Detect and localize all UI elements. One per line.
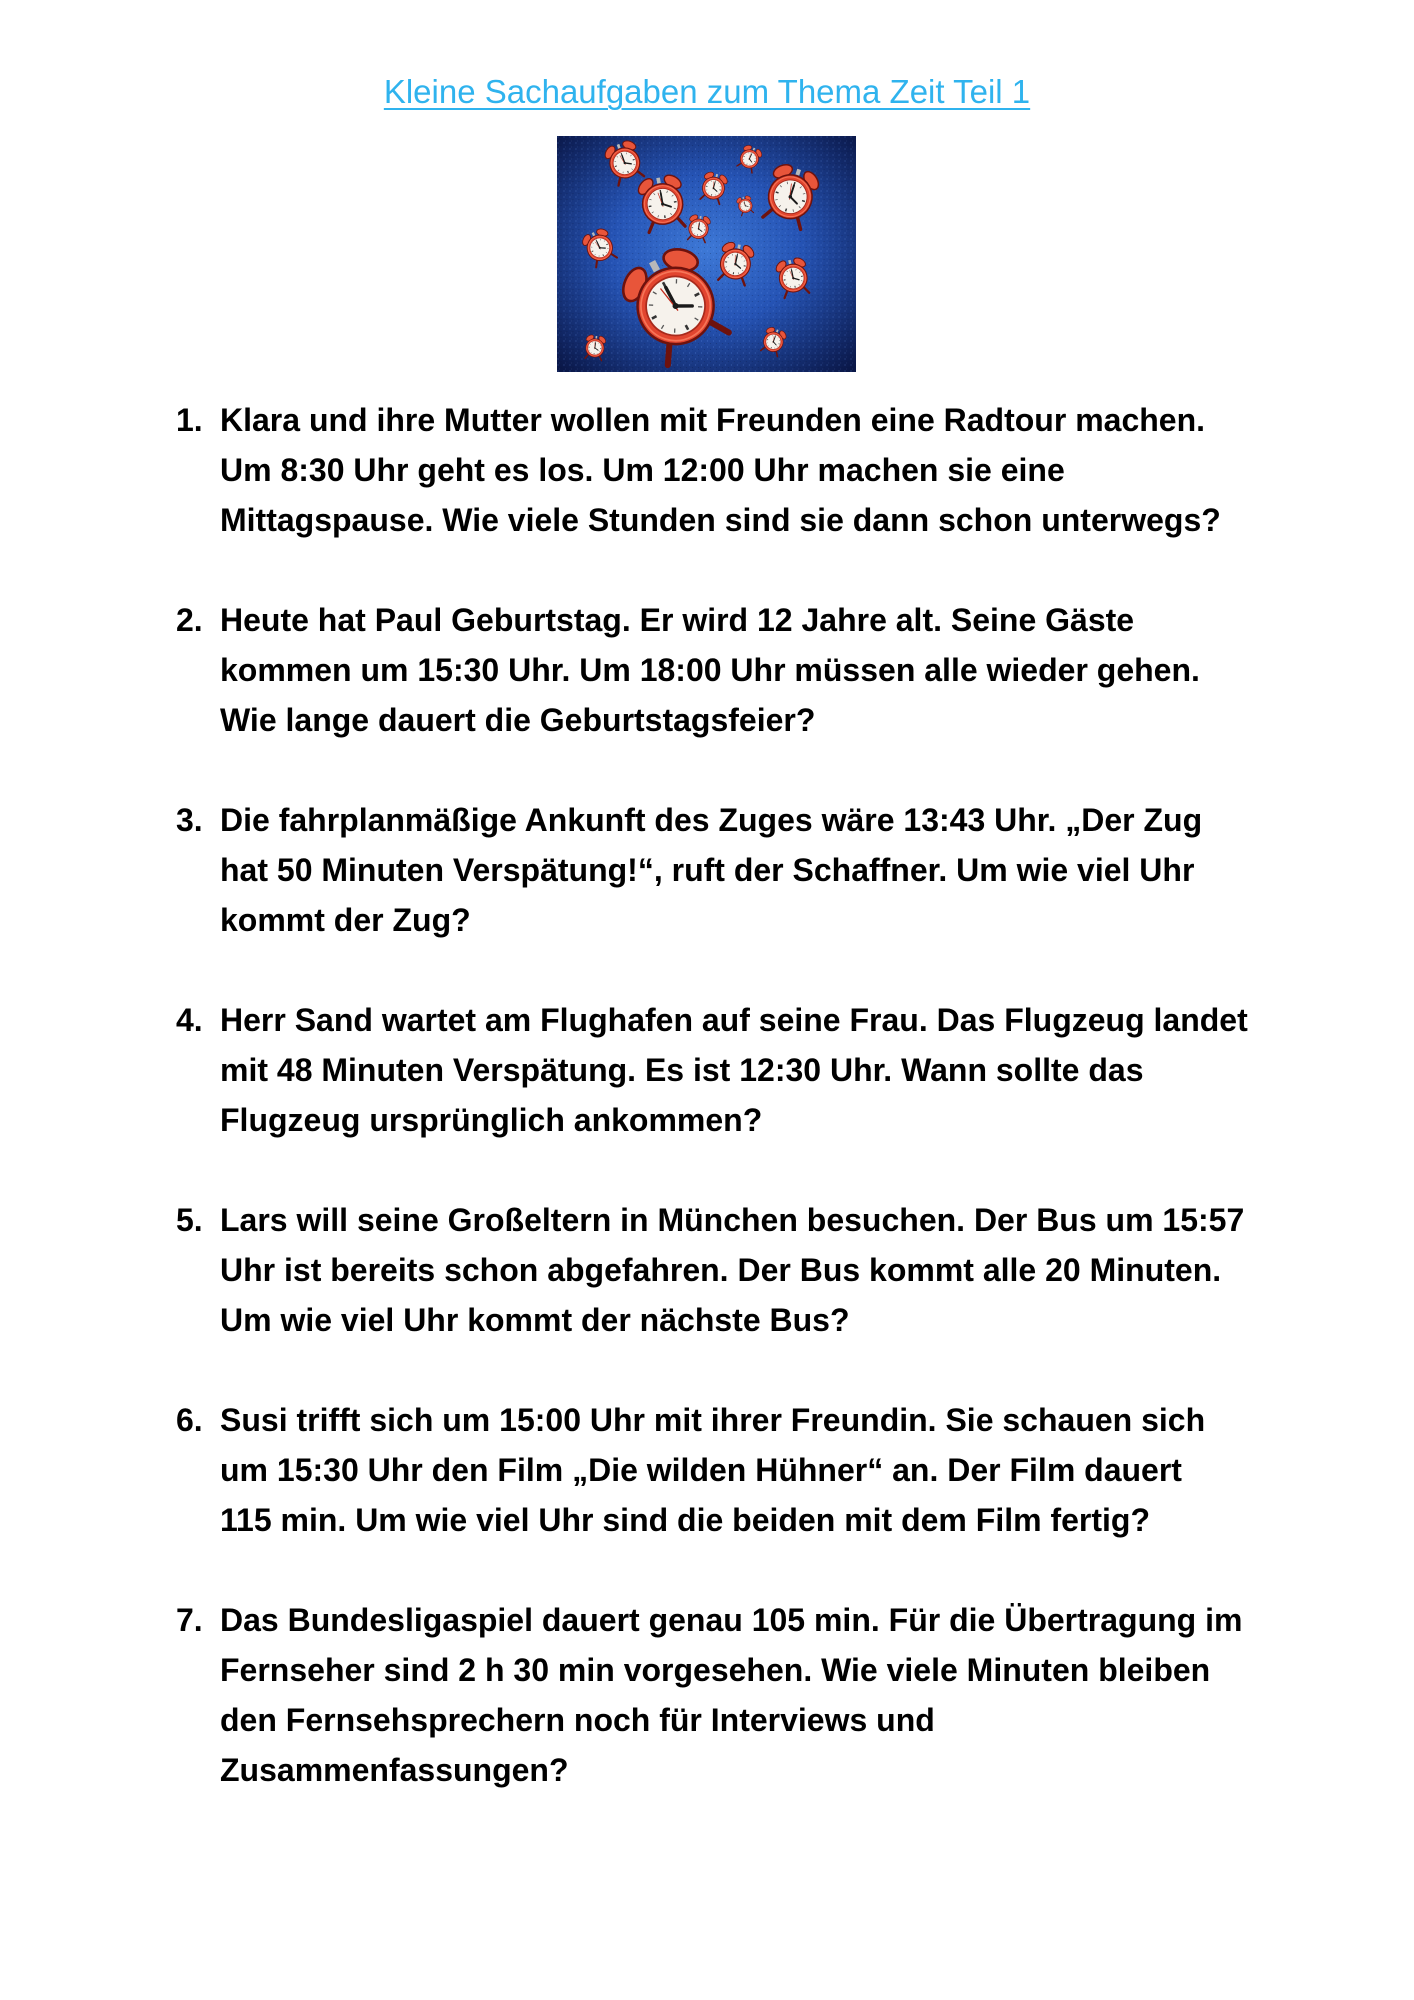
task-text-line: kommt der Zug?	[220, 902, 471, 938]
task-text-line: Lars will seine Großeltern in München besuchen. Der Bus um 15:57	[220, 1202, 1245, 1238]
task-text	[220, 995, 1248, 1145]
task-text	[220, 1595, 1242, 1795]
task-number: 5.	[176, 1202, 203, 1238]
task-text-line: mit 48 Minuten Verspätung. Es ist 12:30 Uhr. Wann sollte das	[220, 1052, 1144, 1088]
task-text-line: Mittagspause. Wie viele Stunden sind sie dann schon unterwegs?	[220, 502, 1221, 538]
task-number: 3.	[176, 802, 203, 838]
task-text-line: um 15:30 Uhr den Film „Die wilden Hühner“ an. Der Film dauert	[220, 1452, 1182, 1488]
task-item	[176, 1395, 1376, 1545]
task-number: 7.	[176, 1602, 203, 1638]
task-text-line: 115 min. Um wie viel Uhr sind die beiden mit dem Film fertig?	[220, 1502, 1150, 1538]
task-number: 2.	[176, 602, 203, 638]
worksheet-title: Kleine Sachaufgaben zum Thema Zeit Teil 1	[383, 73, 1031, 110]
task-text-line: Zusammenfassungen?	[220, 1752, 569, 1788]
task-item	[176, 995, 1376, 1145]
task-text-line: Wie lange dauert die Geburtstagsfeier?	[220, 702, 816, 738]
task-text-line: den Fernsehsprechern noch für Interviews und	[220, 1702, 935, 1738]
task-list	[176, 395, 1376, 1845]
task-item	[176, 1195, 1376, 1345]
task-text-line: Fernseher sind 2 h 30 min vorgesehen. Wie viele Minuten bleiben	[220, 1652, 1211, 1688]
task-text-line: Uhr ist bereits schon abgefahren. Der Bus kommt alle 20 Minuten.	[220, 1252, 1222, 1288]
task-text	[220, 1395, 1205, 1545]
task-text	[220, 795, 1202, 945]
task-item	[176, 1595, 1376, 1795]
task-text-line: Die fahrplanmäßige Ankunft des Zuges wäre 13:43 Uhr. „Der Zug	[220, 802, 1203, 838]
task-text	[220, 595, 1200, 745]
task-text-line: hat 50 Minuten Verspätung!“, ruft der Schaffner. Um wie viel Uhr	[220, 852, 1195, 888]
task-text-line: Susi trifft sich um 15:00 Uhr mit ihrer Freundin. Sie schauen sich	[220, 1402, 1206, 1438]
task-text-line: Um 8:30 Uhr geht es los. Um 12:00 Uhr machen sie eine	[220, 452, 1065, 488]
task-number: 6.	[176, 1402, 203, 1438]
task-text-line: Heute hat Paul Geburtstag. Er wird 12 Jahre alt. Seine Gäste	[220, 602, 1135, 638]
task-text-line: Das Bundesligaspiel dauert genau 105 min. Für die Übertragung im	[220, 1602, 1243, 1638]
task-number: 1.	[176, 402, 203, 438]
task-item	[176, 595, 1376, 745]
task-number: 4.	[176, 1002, 203, 1038]
task-text-line: Flugzeug ursprünglich ankommen?	[220, 1102, 763, 1138]
alarm-clocks-illustration	[557, 136, 856, 372]
task-text	[220, 395, 1221, 545]
task-text-line: Um wie viel Uhr kommt der nächste Bus?	[220, 1302, 850, 1338]
alarm-clocks-picture	[557, 136, 856, 372]
task-text-line: Herr Sand wartet am Flughafen auf seine Frau. Das Flugzeug landet	[220, 1002, 1248, 1038]
task-item	[176, 395, 1376, 545]
task-item	[176, 795, 1376, 945]
task-text-line: Klara und ihre Mutter wollen mit Freunden eine Radtour machen.	[220, 402, 1206, 438]
task-text	[220, 1195, 1244, 1345]
task-text-line: kommen um 15:30 Uhr. Um 18:00 Uhr müssen alle wieder gehen.	[220, 652, 1200, 688]
